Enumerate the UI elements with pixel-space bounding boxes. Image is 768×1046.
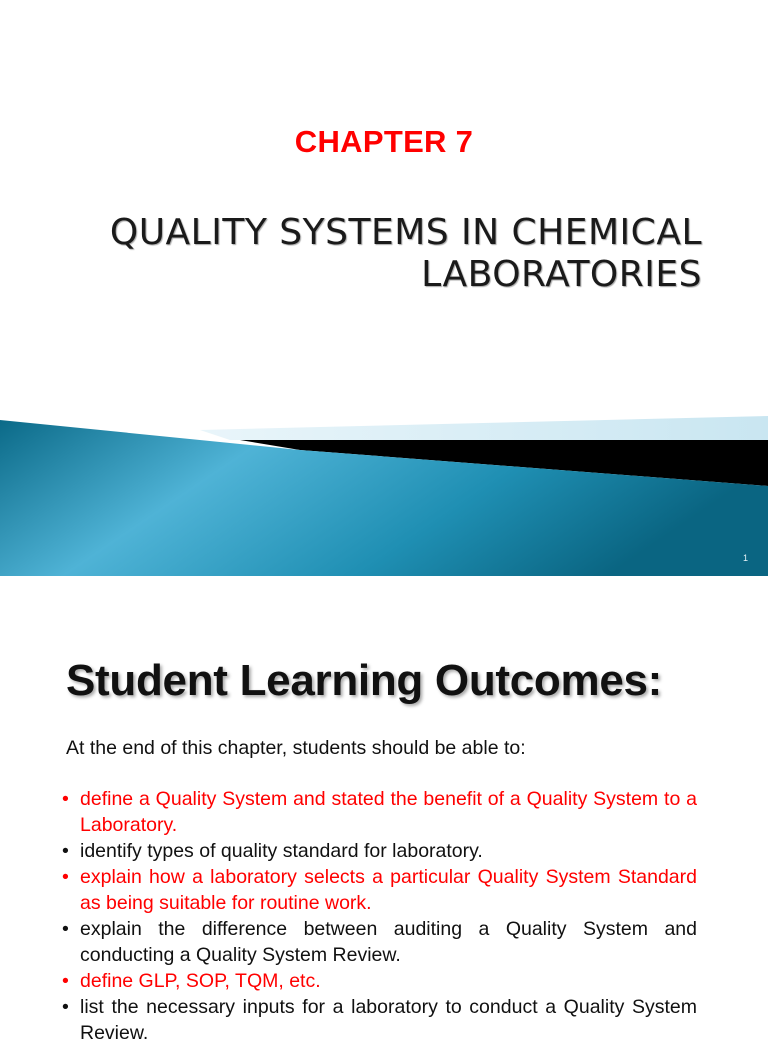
bullet-dot: • — [62, 840, 69, 862]
list-item — [62, 838, 697, 864]
intro-text: At the end of this chapter, students should be able to: — [66, 737, 526, 759]
list-item-text: define GLP, SOP, TQM, etc. — [80, 970, 321, 992]
slide-title-line-1: QUALITY SYSTEMS IN CHEMICAL — [109, 212, 702, 253]
list-item-text: identify types of quality standard for laboratory. — [80, 840, 483, 862]
slide-title-line-2: LABORATORIES — [421, 254, 702, 295]
list-item — [62, 916, 697, 968]
outcomes-heading: Student Learning Outcomes: — [66, 656, 663, 705]
decorative-banner — [0, 400, 768, 576]
slide-number: 1 — [742, 553, 748, 563]
bullet-dot: • — [62, 996, 69, 1018]
bullet-dot: • — [62, 866, 69, 888]
list-item-text: define a Quality System and stated the benefit of a Quality System to a Laboratory. — [80, 788, 697, 836]
bullet-dot: • — [62, 918, 69, 940]
list-item-text: explain the difference between auditing a Quality System and conducting a Quality System Review. — [80, 918, 697, 966]
outcomes-slide — [0, 576, 768, 1044]
list-item — [62, 864, 697, 916]
outcomes-list — [62, 786, 697, 1046]
chapter-label: CHAPTER 7 — [294, 124, 474, 159]
bullet-dot: • — [62, 788, 69, 810]
light-stripe — [200, 416, 768, 440]
list-item — [62, 968, 697, 994]
list-item-text: explain how a laboratory selects a particular Quality System Standard as being suitable for routine work. — [80, 866, 697, 914]
list-item — [62, 994, 697, 1046]
bullet-dot: • — [62, 970, 69, 992]
list-item — [62, 786, 697, 838]
slide-title — [62, 212, 702, 296]
list-item-text: list the necessary inputs for a laboratory to conduct a Quality System Review. — [80, 996, 697, 1044]
